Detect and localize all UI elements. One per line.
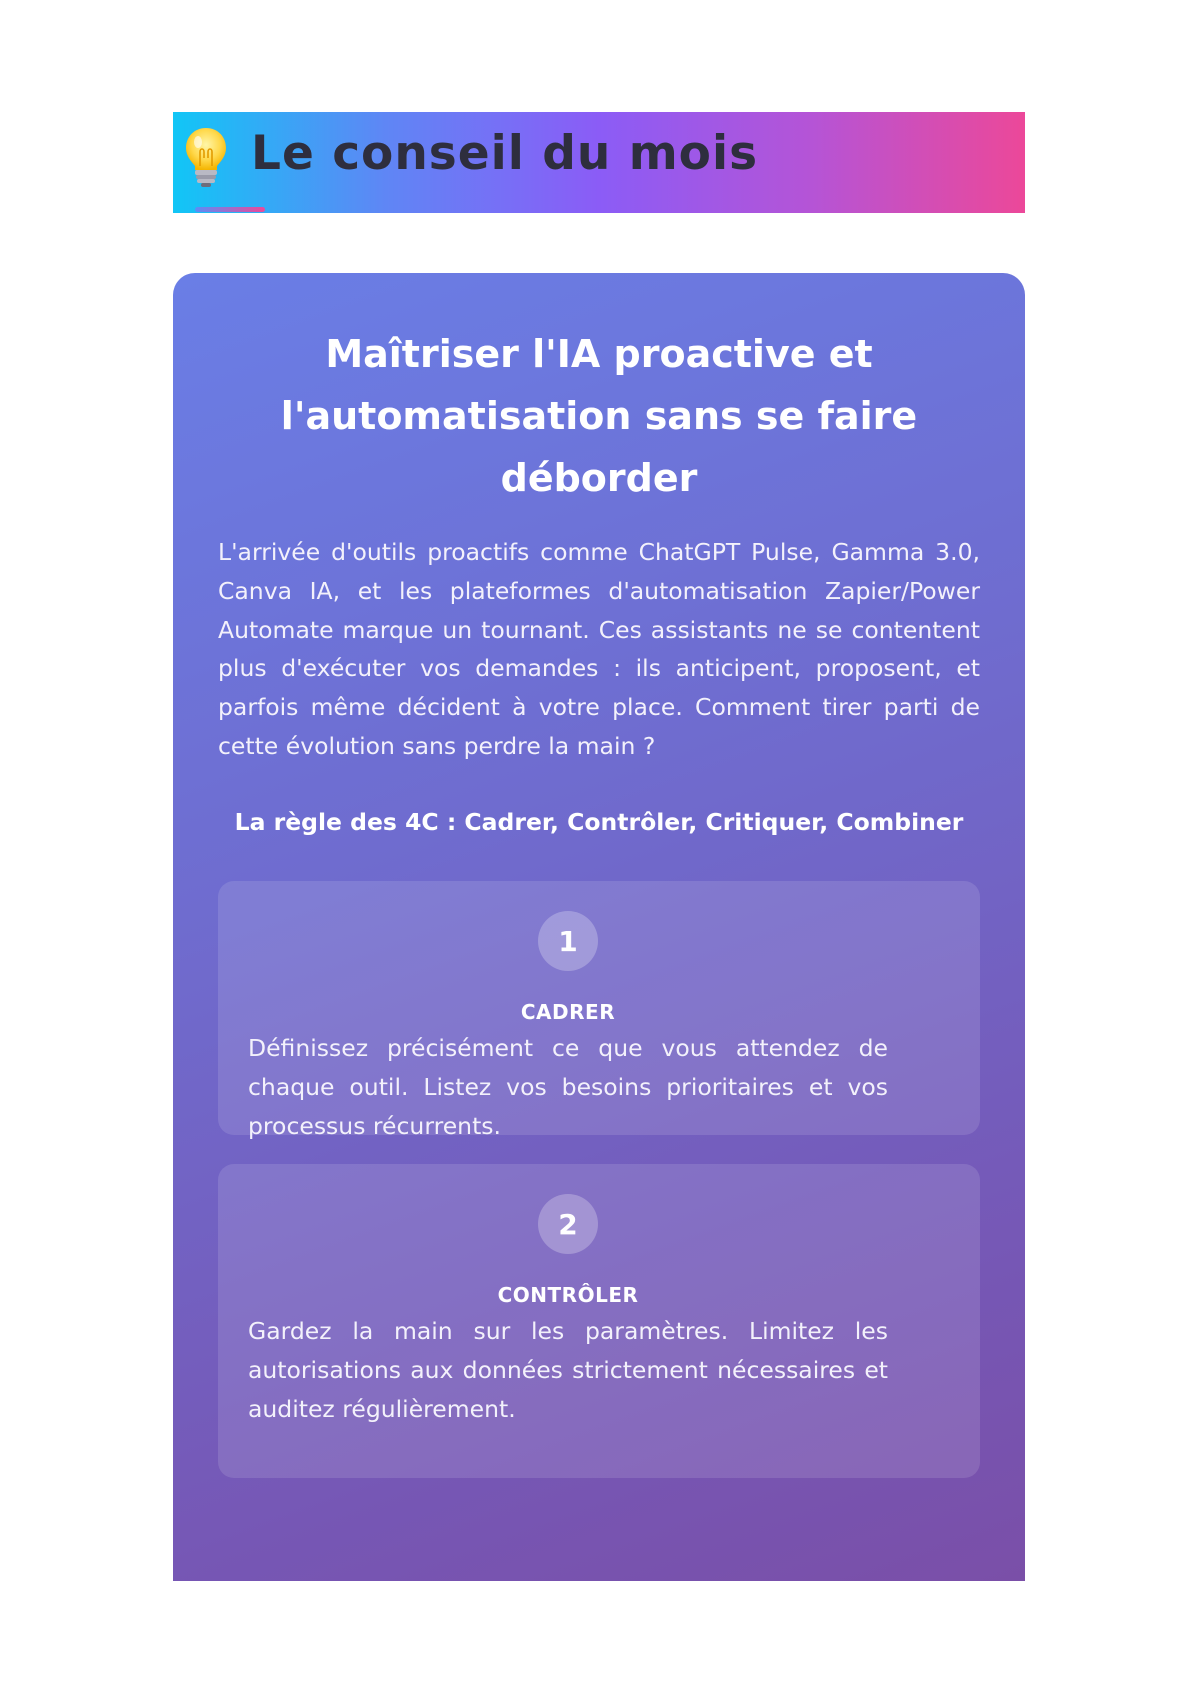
title-underline [195,207,265,212]
step-card-controler [218,1164,980,1478]
step-card-cadrer [218,881,980,1140]
step-description: Définissez précisément ce que vous attendez de chaque outil. Listez vos besoins prioritaires et vos processus récurrents. [248,1034,888,1140]
header-banner [173,112,1025,213]
page-title: Le conseil du mois [251,126,759,181]
step-number-badge: 1 [538,911,598,971]
rule-subtitle: La règle des 4C : Cadrer, Contrôler, Critiquer, Combiner [234,808,964,836]
intro-paragraph: L'arrivée d'outils proactifs comme ChatGPT Pulse, Gamma 3.0, Canva IA, et les plateformes d'automatisation Zapier/Power Automate marque un tournant. Ces assistants ne se contentent plus d'exécuter vos demandes : ils anticipent, proposent, et parfois même décident à votre place. Comment tirer parti de cette évolution sans perdre la main ? [218,538,980,760]
step-title: CONTRÔLER [497,1283,639,1307]
step-title: CADRER [520,1000,616,1024]
tip-card [173,273,1025,1581]
card-heading: Maîtriser l'IA proactive et l'automatisation sans se faire déborder [280,332,918,500]
step-number-badge: 2 [538,1194,598,1254]
lightbulb-icon [183,126,229,188]
step-description: Gardez la main sur les paramètres. Limitez les autorisations aux données strictement nécessaires et auditez régulièrement. [248,1317,888,1423]
